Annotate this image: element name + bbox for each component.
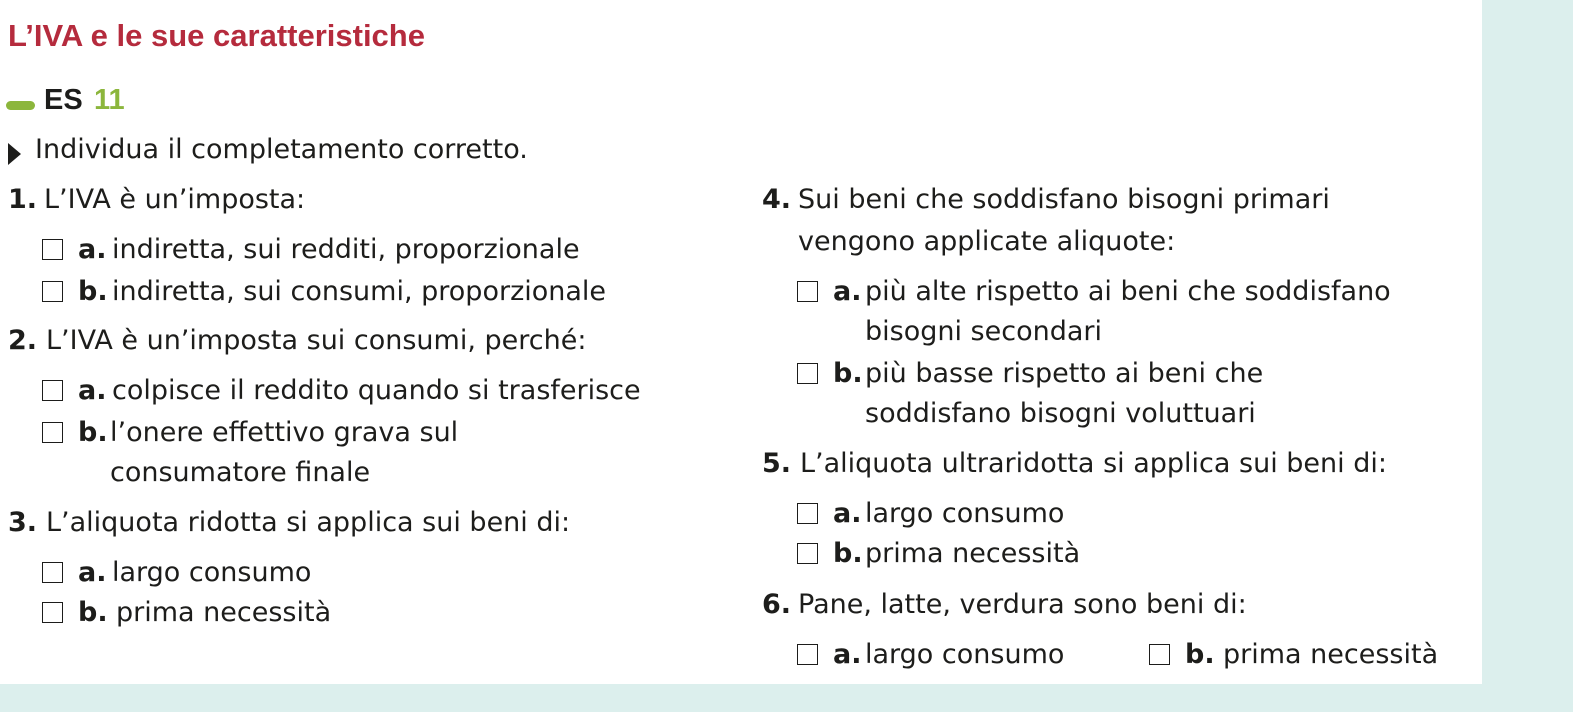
question-number: 3. — [8, 507, 38, 538]
option-letter: a. — [833, 276, 862, 307]
option-letter: a. — [833, 639, 862, 670]
checkbox[interactable] — [42, 602, 63, 623]
question-number: 4. — [762, 184, 792, 215]
question-text: L’IVA è un’imposta: — [44, 184, 306, 215]
triangle-bullet-icon — [8, 143, 21, 165]
option-letter: b. — [833, 538, 863, 569]
checkbox[interactable] — [42, 380, 63, 401]
checkbox[interactable] — [42, 422, 63, 443]
question-text: L’IVA è un’imposta sui consumi, perché: — [46, 325, 587, 356]
question-text: L’aliquota ultraridotta si applica sui beni di: — [800, 448, 1387, 479]
checkbox[interactable] — [42, 281, 63, 302]
question-text-continued: vengono applicate aliquote: — [798, 226, 1176, 257]
option-text: prima necessità — [1223, 639, 1439, 670]
option-text: prima necessità — [865, 538, 1081, 569]
option-text: indiretta, sui redditi, proporzionale — [112, 234, 580, 265]
option-letter: b. — [78, 597, 108, 628]
option-text: l’onere effettivo grava sul — [110, 417, 459, 448]
checkbox[interactable] — [42, 239, 63, 260]
option-text: indiretta, sui consumi, proporzionale — [112, 276, 607, 307]
checkbox[interactable] — [797, 503, 818, 524]
option-letter: a. — [78, 234, 107, 265]
option-text: largo consumo — [865, 498, 1065, 529]
option-letter: b. — [833, 358, 863, 389]
option-letter: a. — [78, 375, 107, 406]
option-letter: b. — [1185, 639, 1215, 670]
option-letter: b. — [78, 276, 108, 307]
option-text: largo consumo — [112, 557, 312, 588]
option-text: prima necessità — [116, 597, 332, 628]
page-title: L’IVA e le sue caratteristiche — [8, 18, 425, 53]
checkbox[interactable] — [797, 281, 818, 302]
checkbox[interactable] — [797, 644, 818, 665]
option-text-continued: consumatore finale — [110, 457, 371, 488]
green-bar-icon — [6, 101, 35, 110]
option-text-continued: bisogni secondari — [865, 316, 1103, 347]
option-letter: a. — [78, 557, 107, 588]
option-letter: a. — [833, 498, 862, 529]
option-text: colpisce il reddito quando si trasferisce — [112, 375, 641, 406]
option-letter: b. — [78, 417, 108, 448]
checkbox[interactable] — [797, 543, 818, 564]
option-text: più alte rispetto ai beni che soddisfano — [865, 276, 1391, 307]
question-text: L’aliquota ridotta si applica sui beni di: — [46, 507, 571, 538]
exercise-number: 11 — [94, 84, 125, 116]
question-number: 5. — [762, 448, 792, 479]
option-text: più basse rispetto ai beni che — [865, 358, 1264, 389]
exercise-prefix: ES — [44, 84, 83, 116]
instruction-text: Individua il completamento corretto. — [35, 134, 528, 165]
question-text: Pane, latte, verdura sono beni di: — [798, 589, 1247, 620]
option-text: largo consumo — [865, 639, 1065, 670]
question-number: 1. — [8, 184, 38, 215]
option-text-continued: soddisfano bisogni voluttuari — [865, 398, 1256, 429]
question-number: 6. — [762, 589, 792, 620]
checkbox[interactable] — [42, 562, 63, 583]
checkbox[interactable] — [797, 363, 818, 384]
question-text: Sui beni che soddisfano bisogni primari — [798, 184, 1330, 215]
question-number: 2. — [8, 325, 38, 356]
checkbox[interactable] — [1149, 644, 1170, 665]
